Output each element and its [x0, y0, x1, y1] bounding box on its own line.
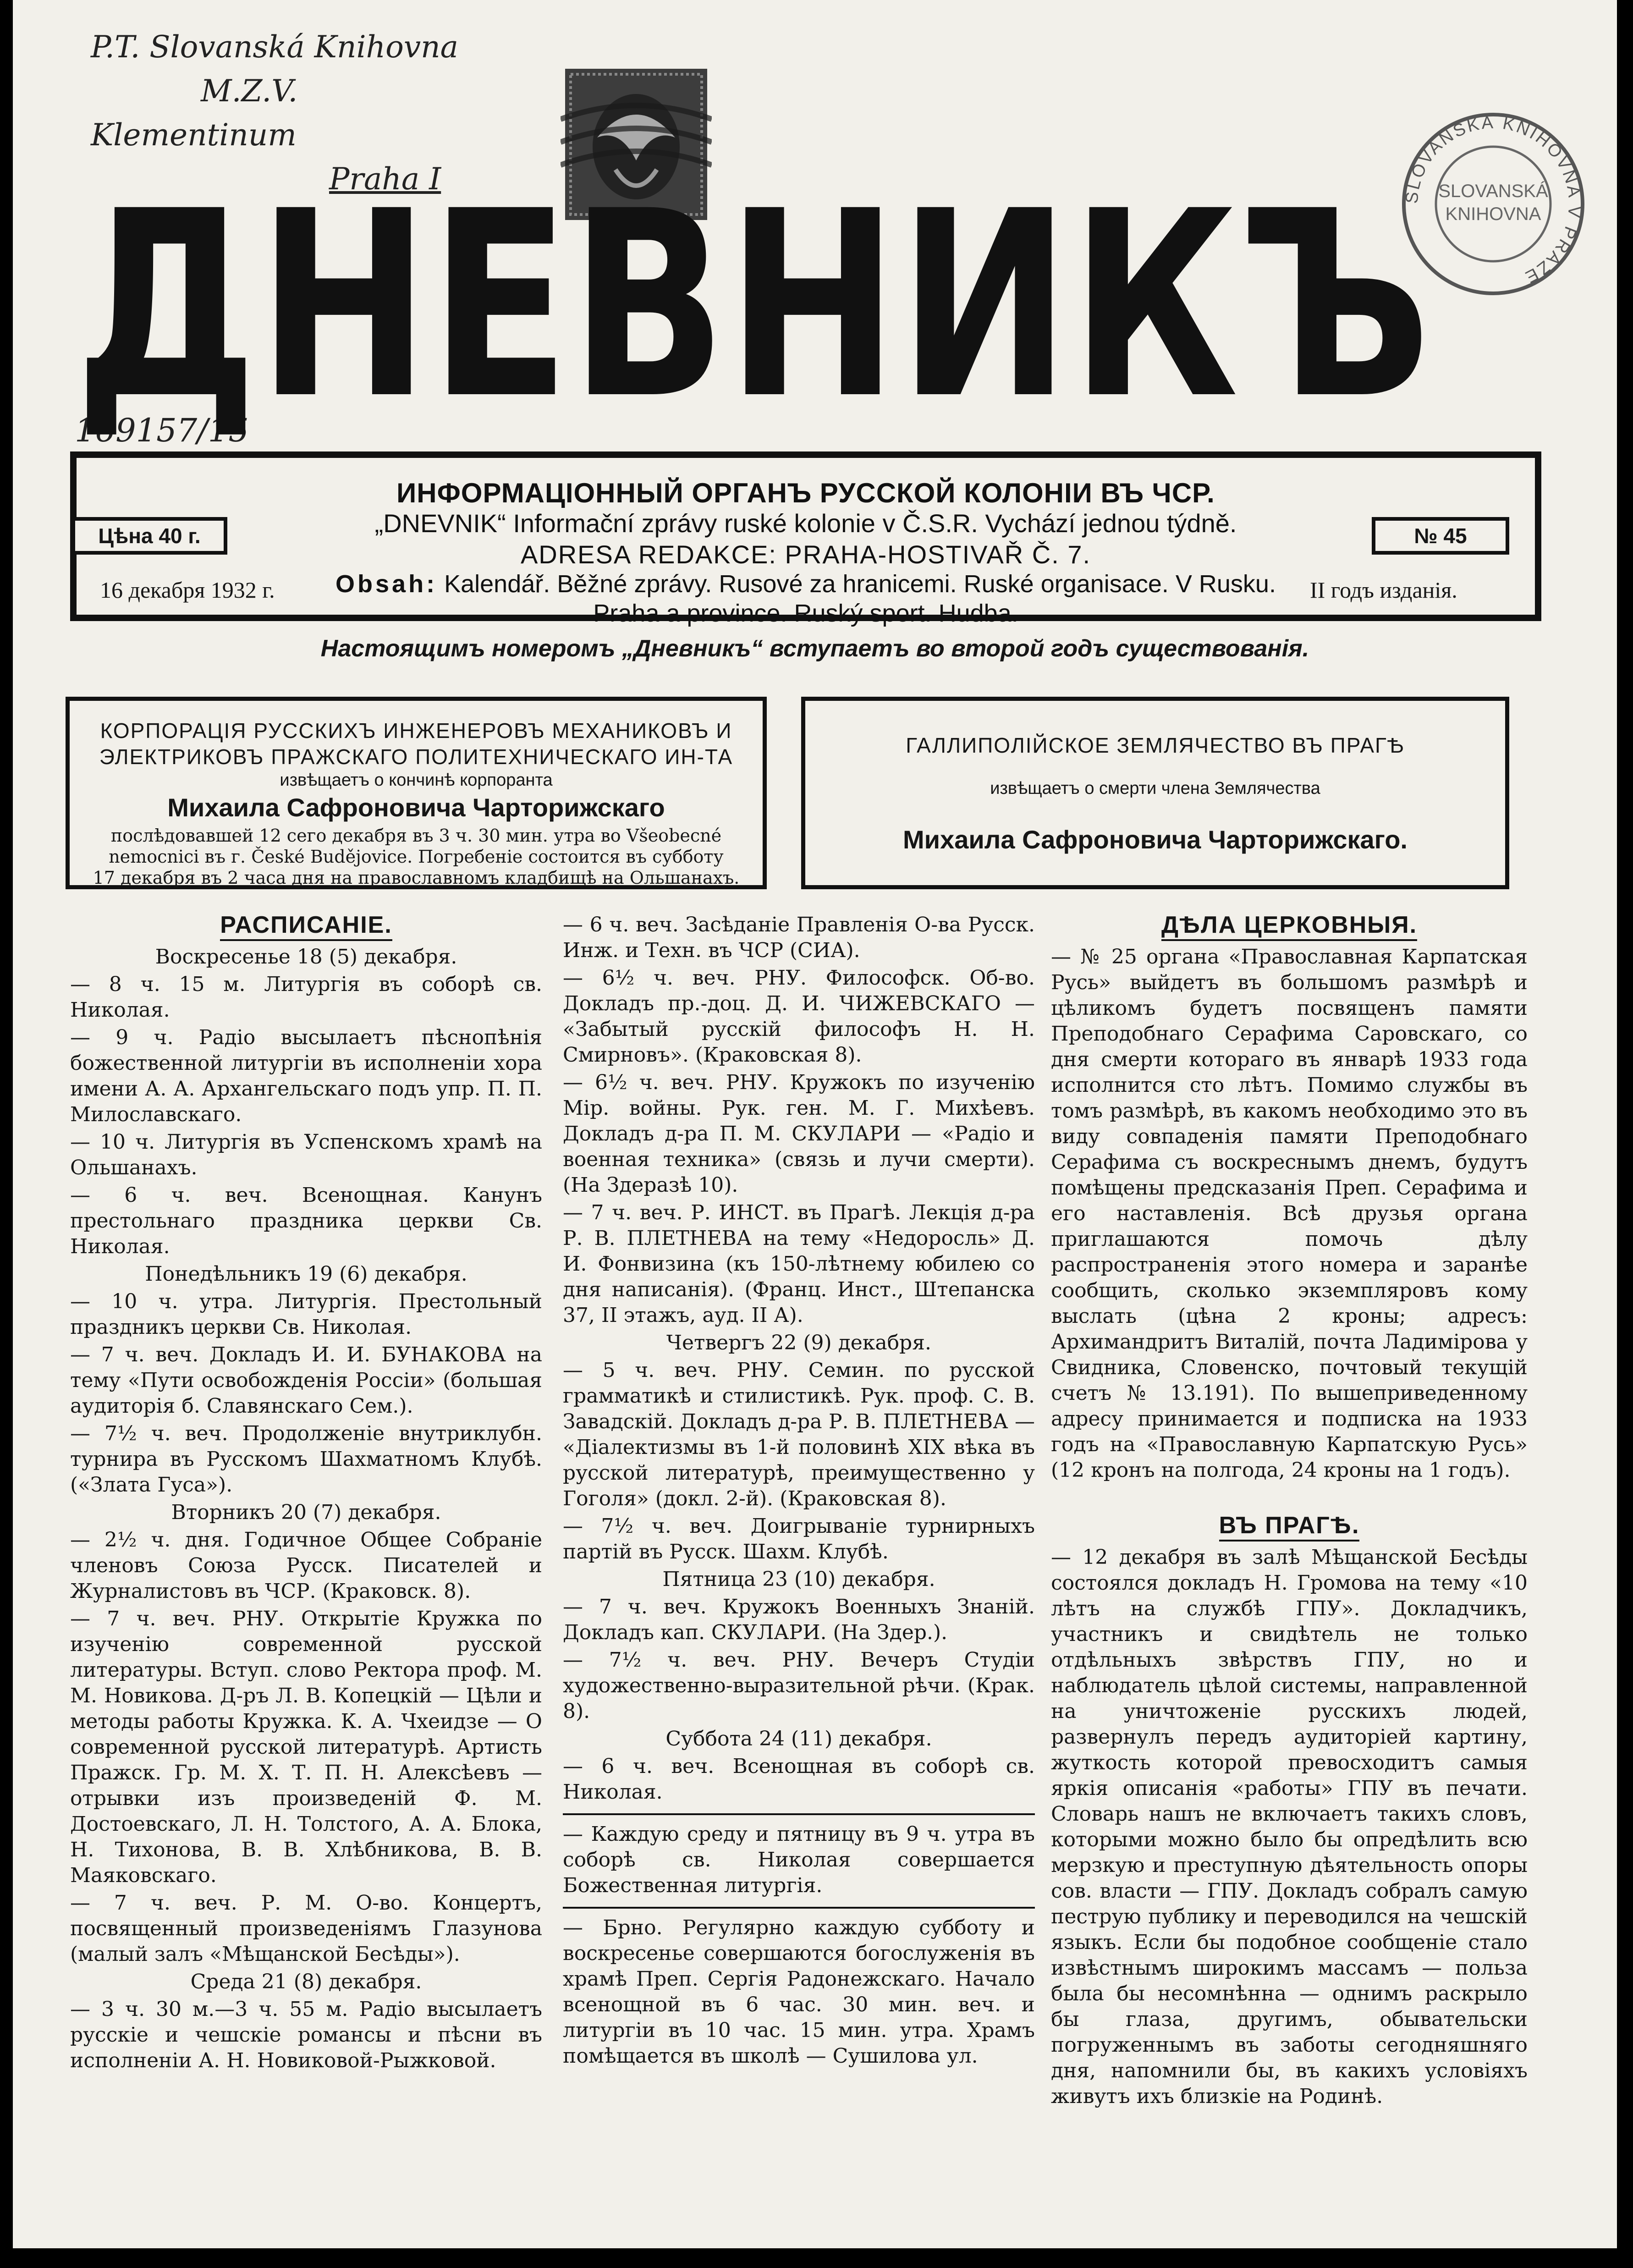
- news-paragraph: — 7 ч. веч. Кружокъ Военныхъ Знанiй. Докладъ кап. СКУЛАРИ. (На Здер.).: [563, 1595, 1035, 1644]
- column-schedule: [70, 912, 542, 2075]
- obit-line: КОРПОРАЦIЯ РУССКИХЪ ИНЖЕНЕРОВЪ МЕХАНИКОВЪ И: [100, 719, 732, 743]
- schedule-day-heading: Воскресенье 18 (5) декабря.: [155, 945, 457, 969]
- stamp-inner-text: SLOVANSKÁ: [1438, 181, 1548, 201]
- handwritten-line: P.T. Slovanská Knihovna: [91, 29, 458, 65]
- schedule-day-heading: Суббота 24 (11) декабря.: [665, 1727, 932, 1751]
- news-paragraph: — 7 ч. веч. Докладъ И. И. БУНАКОВА на тему «Пути освобожденiя Россiи» (большая аудиторiя б. Славянскаго Сем.).: [70, 1343, 542, 1418]
- obit-line: 17 декабря въ 2 часа дня на православномъ кладбищѣ на Ольшанахъ.: [93, 868, 740, 888]
- column-body: [563, 912, 1035, 2069]
- contents-line-2: Praha a province. Ruský sport. Hudba.: [593, 600, 1018, 627]
- section-title-text: ВЪ ПРАГѢ.: [1219, 1512, 1360, 1541]
- stamp-inner-text: KNIHOVNA: [1445, 204, 1541, 224]
- schedule-day-heading: Понедѣльникъ 19 (6) декабря.: [145, 1262, 467, 1286]
- section-title: [1051, 912, 1528, 938]
- column-spacer: [1051, 1485, 1528, 1513]
- price-box: Цѣна 40 г.: [71, 517, 227, 555]
- news-paragraph: — 7 ч. веч. Р. М. О-во. Концертъ, посвященный произведенiямъ Глазунова (малый залъ «Мѣщанской Бесѣды»).: [70, 1891, 542, 1966]
- obituary-box-left: [66, 697, 767, 889]
- handwritten-line: M.Z.V.: [201, 73, 298, 109]
- news-paragraph: — Каждую среду и пятницу въ 9 ч. утра въ соборѣ св. Николая совершается Божественная литургiя.: [563, 1822, 1035, 1897]
- news-paragraph: — 2½ ч. дня. Годичное Общее Собранiе членовъ Союза Русск. Писателей и Журналистовъ въ ЧСР. (Краковск. 8).: [70, 1528, 542, 1603]
- stamp-ring-text: SLOVANSKÁ KNIHOVNA V PRAZE: [1402, 113, 1584, 287]
- column-body: [70, 944, 542, 2074]
- anniversary-notice: Настоящимъ номеромъ „Дневникъ“ вступаетъ во второй годъ существованiя.: [320, 635, 1309, 662]
- contents-label: Obsah:: [335, 570, 438, 598]
- obit-line: извѣщаетъ о кончинѣ корпоранта: [280, 771, 553, 790]
- handwritten-line: Praha I: [329, 161, 441, 197]
- news-paragraph: — 10 ч. утра. Литургiя. Престольный праздникъ церкви Св. Николая.: [70, 1290, 542, 1339]
- schedule-day-heading: Вторникъ 20 (7) декабря.: [171, 1501, 441, 1524]
- news-paragraph: — 3 ч. 30 м.—3 ч. 55 м. Радiо высылаетъ русскiе и чешскiе романсы и пѣсни въ исполненiи А. Н. Новиковой-Рыжковой.: [70, 1998, 542, 2072]
- news-paragraph: — № 25 органа «Православная Карпатская Русь» выйдетъ въ большомъ размѣрѣ и цѣликомъ будетъ посвященъ памяти Преподобнаго Серафима Саровскаго, со дня смерти котораго въ январѣ 1933 года исполнится сто лѣтъ. Помимо службы въ томъ размѣрѣ, въ какомъ необходимо это въ виду совпаденiя памяти Преподобнаго Серафима съ воскреснымъ днемъ, будутъ помѣщены предсказанiя Преп. Серафима и его наставленiя. Всѣ друзья органа приглашаются помочь дѣлу распространенiя этого номера и заранѣе сообщить, сколько экземпляровъ кому выслать (цѣна 2 кроны; адресъ: Архимандритъ Виталiй, почта Ладимiрова у Свидника, Словенско, почтовый текущiй счетъ № 13.191). По вышеприведенному адресу принимается и подписка на 1933 годъ на «Православную Карпатскую Русь» (12 кронъ на полгода, 24 кроны на 1 годъ).: [1051, 945, 1528, 1482]
- obit-line: ГАЛЛИПОЛIЙСКОЕ ЗЕМЛЯЧЕСТВО ВЪ ПРАГѢ: [906, 733, 1405, 757]
- news-paragraph: — 6½ ч. веч. РНУ. Кружокъ по изученiю Мiр. войны. Рук. ген. М. Г. Михѣевъ. Докладъ д-ра П. М. СКУЛАРИ — «Радiо и военная техника» (связь и лучи смерти). (На Здеразѣ 10).: [563, 1071, 1035, 1197]
- news-paragraph: — 10 ч. Литургiя въ Успенскомъ храмѣ на Ольшанахъ.: [70, 1130, 542, 1179]
- news-paragraph: — 12 декабря въ залѣ Мѣщанской Бесѣды состоялся докладъ Н. Громова на тему «10 лѣтъ на службѣ ГПУ». Докладчикъ, участникъ и свидѣтель не только отдѣльныхъ звѣрствъ ГПУ, но и наблюдатель цѣлой системы, направленной на уничтоженiе русскихъ людей, развернулъ передъ аудиторiей картину, жуткость которой превосходитъ самыя яркiя описанiя «работы» ГПУ въ печати. Словарь нашъ не включаетъ такихъ словъ, которыми можно было бы опредѣлить всю мерзкую и преступную дѣятельность опоры сов. власти — ГПУ. Докладъ собралъ самую пеструю публику и переводился на чешскiй языкъ. Если бы подобное сообщенiе стало извѣстнымъ широкимъ массамъ — польза была бы несомнѣнна — однимъ раскрыло бы глаза, другимъ, обывательски погруженнымъ въ заботы сегодняшняго дня, напомнили бы, въ какихъ условiяхъ живутъ ихъ близкiе на Родинѣ.: [1051, 1546, 1528, 2108]
- column-body: [1051, 944, 1528, 2109]
- section-title-text: РАСПИСАНIЕ.: [220, 912, 392, 941]
- obit-deceased-name: Михаила Сафроновича Чарторижскаго.: [903, 825, 1408, 854]
- handwritten-line: Klementinum: [91, 117, 297, 153]
- news-paragraph: — 6 ч. веч. Всенощная. Канунъ престольнаго праздника церкви Св. Николая.: [70, 1184, 542, 1258]
- news-paragraph: — 7½ ч. веч. РНУ. Вечеръ Студiи художественно-выразительной рѣчи. (Крак. 8).: [563, 1648, 1035, 1723]
- inventory-number: 169157/15: [75, 412, 249, 449]
- schedule-day-heading: Пятница 23 (10) декабря.: [662, 1568, 935, 1591]
- issue-date: 16 декабря 1932 г.: [100, 577, 275, 603]
- obit-line: ЭЛЕКТРИКОВЪ ПРАЖСКАГО ПОЛИТЕХНИЧЕСКАГО ИН-ТА: [99, 745, 733, 769]
- news-paragraph: — 7½ ч. веч. Доигрыванiе турнирныхъ партiй въ Русск. Шахм. Клубѣ.: [563, 1514, 1035, 1563]
- news-paragraph: — 5 ч. веч. РНУ. Семин. по русской грамматикѣ и стилистикѣ. Рук. проф. С. В. Завадскiй. Докладъ д-ра Р. В. ПЛЕТНЕВА — «Дiалектизмы въ 1-й половинѣ XIX вѣка въ русской литературѣ, преимущественно у Гоголя» (докл. 2-й). (Краковская 8).: [563, 1359, 1035, 1510]
- section-title: [70, 912, 542, 938]
- schedule-day-heading: Четвергъ 22 (9) декабря.: [666, 1331, 931, 1354]
- news-paragraph: — 6½ ч. веч. РНУ. Философск. Об-во. Докладъ пр.-доц. Д. И. ЧИЖЕВСКАГО — «Забытый русскiй философъ Н. Н. Смирновъ». (Краковская 8).: [563, 966, 1035, 1067]
- obit-line: nemocnici въ г. České Budějovice. Погребенiе состоится въ субботу: [109, 847, 724, 867]
- publication-year: II годъ изданiя.: [1310, 577, 1457, 603]
- contents-text: Kalendář. Běžné zprávy. Rusové za hranicemi. Ruské organisace. V Rusku.: [444, 570, 1276, 598]
- obit-deceased-name: Михаила Сафроновича Чарторижскаго: [167, 793, 665, 822]
- redaction-address: ADRESA REDAKCE: PRAHA-HOSTIVAŘ Č. 7.: [520, 540, 1091, 569]
- news-paragraph: — 9 ч. Радiо высылаетъ пѣснопѣнiя божественной литургiи въ исполненiи хора имени А. А. Архангельскаго подъ упр. П. П. Милославскаго.: [70, 1026, 542, 1126]
- schedule-day-heading: Среда 21 (8) декабря.: [190, 1970, 422, 1993]
- column-divider: [563, 1813, 1035, 1815]
- obit-line: послѣдовавшей 12 сего декабря въ 3 ч. 30 мин. утра во Všeobecné: [110, 826, 722, 846]
- news-paragraph: — 7 ч. веч. Р. ИНСТ. въ Прагѣ. Лекцiя д-ра Р. В. ПЛЕТНЕВА на тему «Недоросль» Д. И. Фонвизина (къ 150-лѣтнему юбилею со дня написанiя). (Франц. Инст., Штепанска 37, II этажъ, ауд. II А).: [563, 1201, 1035, 1327]
- czech-subtitle: „DNEVNIK“ Informační zprávy ruské kolonie v Č.S.R. Vychází jednou týdně.: [374, 509, 1237, 538]
- section-title-text: ДѢЛА ЦЕРКОВНЫЯ.: [1161, 912, 1417, 941]
- news-paragraph: — Брно. Регулярно каждую субботу и воскресенье совершаются богослуженiя въ храмѣ Преп. Сергiя Радонежскаго. Начало всенощной въ 6 час. 30 мин. веч. и литургiи въ 10 час. 15 мин. утра. Храмъ помѣщается въ школѣ — Сушилова ул.: [563, 1916, 1035, 2068]
- news-paragraph: — 6 ч. веч. Всенощная въ соборѣ св. Николая.: [563, 1755, 1035, 1804]
- issue-number-box: № 45: [1372, 517, 1509, 555]
- obit-line: извѣщаетъ о смерти члена Землячества: [990, 779, 1320, 798]
- newspaper-page: [13, 0, 1617, 2248]
- column-divider: [563, 1907, 1035, 1909]
- section-title: [1051, 1513, 1528, 1538]
- news-paragraph: — 6 ч. веч. Засѣданiе Правленiя О-ва Русск. Инж. и Техн. въ ЧСР (СИА).: [563, 913, 1035, 962]
- column-church-and-prague: [1051, 912, 1528, 2111]
- obituary-box-right: [801, 697, 1509, 889]
- masthead-title: [63, 193, 1443, 449]
- handwritten-library-note: [91, 25, 549, 209]
- organ-title: ИНФОРМАЦIОННЫЙ ОРГАНЪ РУССКОЙ КОЛОНIИ ВЪ ЧСР.: [396, 478, 1215, 508]
- column-schedule-continued: [563, 912, 1035, 2071]
- masthead-text: ДНЕВНИКЪ: [75, 193, 1431, 449]
- news-paragraph: — 8 ч. 15 м. Литургiя въ соборѣ св. Николая.: [70, 973, 542, 1022]
- news-paragraph: — 7 ч. веч. РНУ. Открытiе Кружка по изученiю современной русской литературы. Вступ. слово Ректора проф. М. М. Новикова. Д-ръ Л. В. Копецкiй — Цѣли и методы работы Кружка. К. А. Чхеидзе — О современной русской литературѣ. Артисть Пражск. Гр. М. Х. Т. П. Н. Алексѣевъ — отрывки изъ произведенiй Ф. М. Достоевскаго, Л. Н. Толстого, А. А. Блока, Н. Тихонова, В. В. Хлѣбникова, В. В. Маяковскаго.: [70, 1607, 542, 1887]
- news-paragraph: — 7½ ч. веч. Продолженiе внутриклубн. турнира въ Русскомъ Шахматномъ Клубѣ. («Злата Гуса»).: [70, 1422, 542, 1497]
